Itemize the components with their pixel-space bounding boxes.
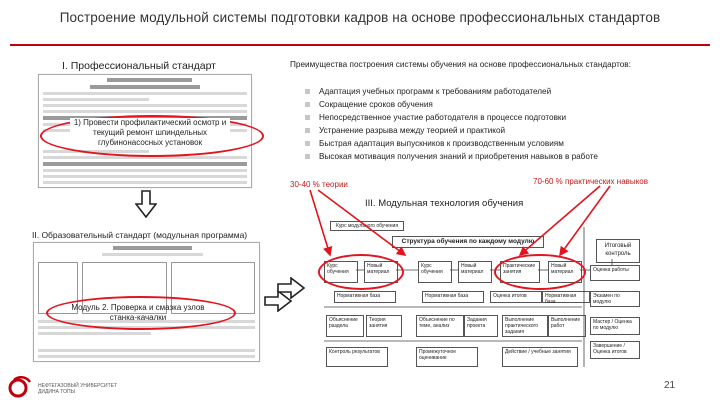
- list-item: Адаптация учебных программ к требованиям работодателей: [305, 85, 598, 98]
- diagram-top-tag: Курс модульного обучения: [330, 221, 404, 231]
- diagram-header: Структура обучения по каждому модулю: [392, 236, 544, 248]
- flow-box: Контроль результатов: [326, 347, 388, 367]
- section2-label: II. Образовательный стандарт (модульная программа): [32, 230, 248, 240]
- flow-box: Мастер / Оценка по модулю: [590, 317, 640, 335]
- flow-box: Выполнение работ: [548, 315, 586, 337]
- flow-box: Завершение / Оценка итогов: [590, 341, 640, 359]
- footer-university: НЕФТЕГАЗОВЫЙ УНИВЕРСИТЕТ ДИДИНА ТОПЫ: [38, 383, 118, 395]
- flow-box: Новый материал: [364, 261, 398, 283]
- flow-box: Оценка работы: [590, 265, 640, 281]
- flow-box: Нормативная база: [422, 291, 484, 303]
- university-logo-icon: [8, 376, 34, 403]
- practice-ratio: 70-60 % практических навыков: [533, 177, 648, 186]
- flow-box: Объяснение раздела: [326, 315, 364, 337]
- advantages-heading: Преимущества построения системы обучения на основе профессиональных стандартов:: [290, 60, 631, 69]
- theory-ratio: 30-40 % теории: [290, 180, 348, 189]
- list-item: Высокая мотивация получения знаний и приобретения навыков в работе: [305, 150, 598, 163]
- list-item: Непосредственное участие работодателя в процессе подготовки: [305, 111, 598, 124]
- list-item: Быстрая адаптация выпускников к производственным условиям: [305, 137, 598, 150]
- flow-box: Экзамен по модулю: [590, 291, 640, 307]
- section2-callout: Модуль 2. Проверка и смазка узлов станка-качалки: [71, 303, 205, 322]
- page-number: 21: [664, 380, 676, 391]
- flow-box: Курс обучения: [324, 261, 358, 283]
- flow-box: Выполнение практического задания: [502, 315, 548, 337]
- final-control-box: Итоговый контроль: [596, 239, 640, 263]
- flow-box: Объяснение по теме, анализ: [416, 315, 464, 337]
- flow-box: Новый материал: [458, 261, 492, 283]
- flow-box: Нормативная база: [542, 291, 590, 303]
- flow-box: Новый материал: [548, 261, 582, 283]
- flow-box: Практические занятия: [500, 261, 540, 283]
- flow-box: Нормативная база: [334, 291, 396, 303]
- slide-title: Построение модульной системы подготовки кадров на основе профессиональных стандартов: [59, 10, 661, 25]
- flow-box: Курс обучения: [418, 261, 452, 283]
- flow-box: Промежуточное оценивание: [416, 347, 478, 367]
- flow-box: Оценка итогов: [490, 291, 542, 303]
- flow-box: Действие / учебные занятия: [502, 347, 578, 367]
- list-item: Устранение разрыва между теорией и практикой: [305, 124, 598, 137]
- list-item: Сокращение сроков обучения: [305, 98, 598, 111]
- flow-box: Теория занятия: [366, 315, 402, 337]
- section3-label: III. Модульная технология обучения: [365, 198, 524, 209]
- flow-box: Задания проекта: [464, 315, 498, 337]
- section1-label: I. Профессиональный стандарт: [62, 60, 216, 72]
- section1-callout: 1) Провести профилактический осмотр и текущий ремонт шпиндельных глубинонасосных установок: [70, 118, 230, 148]
